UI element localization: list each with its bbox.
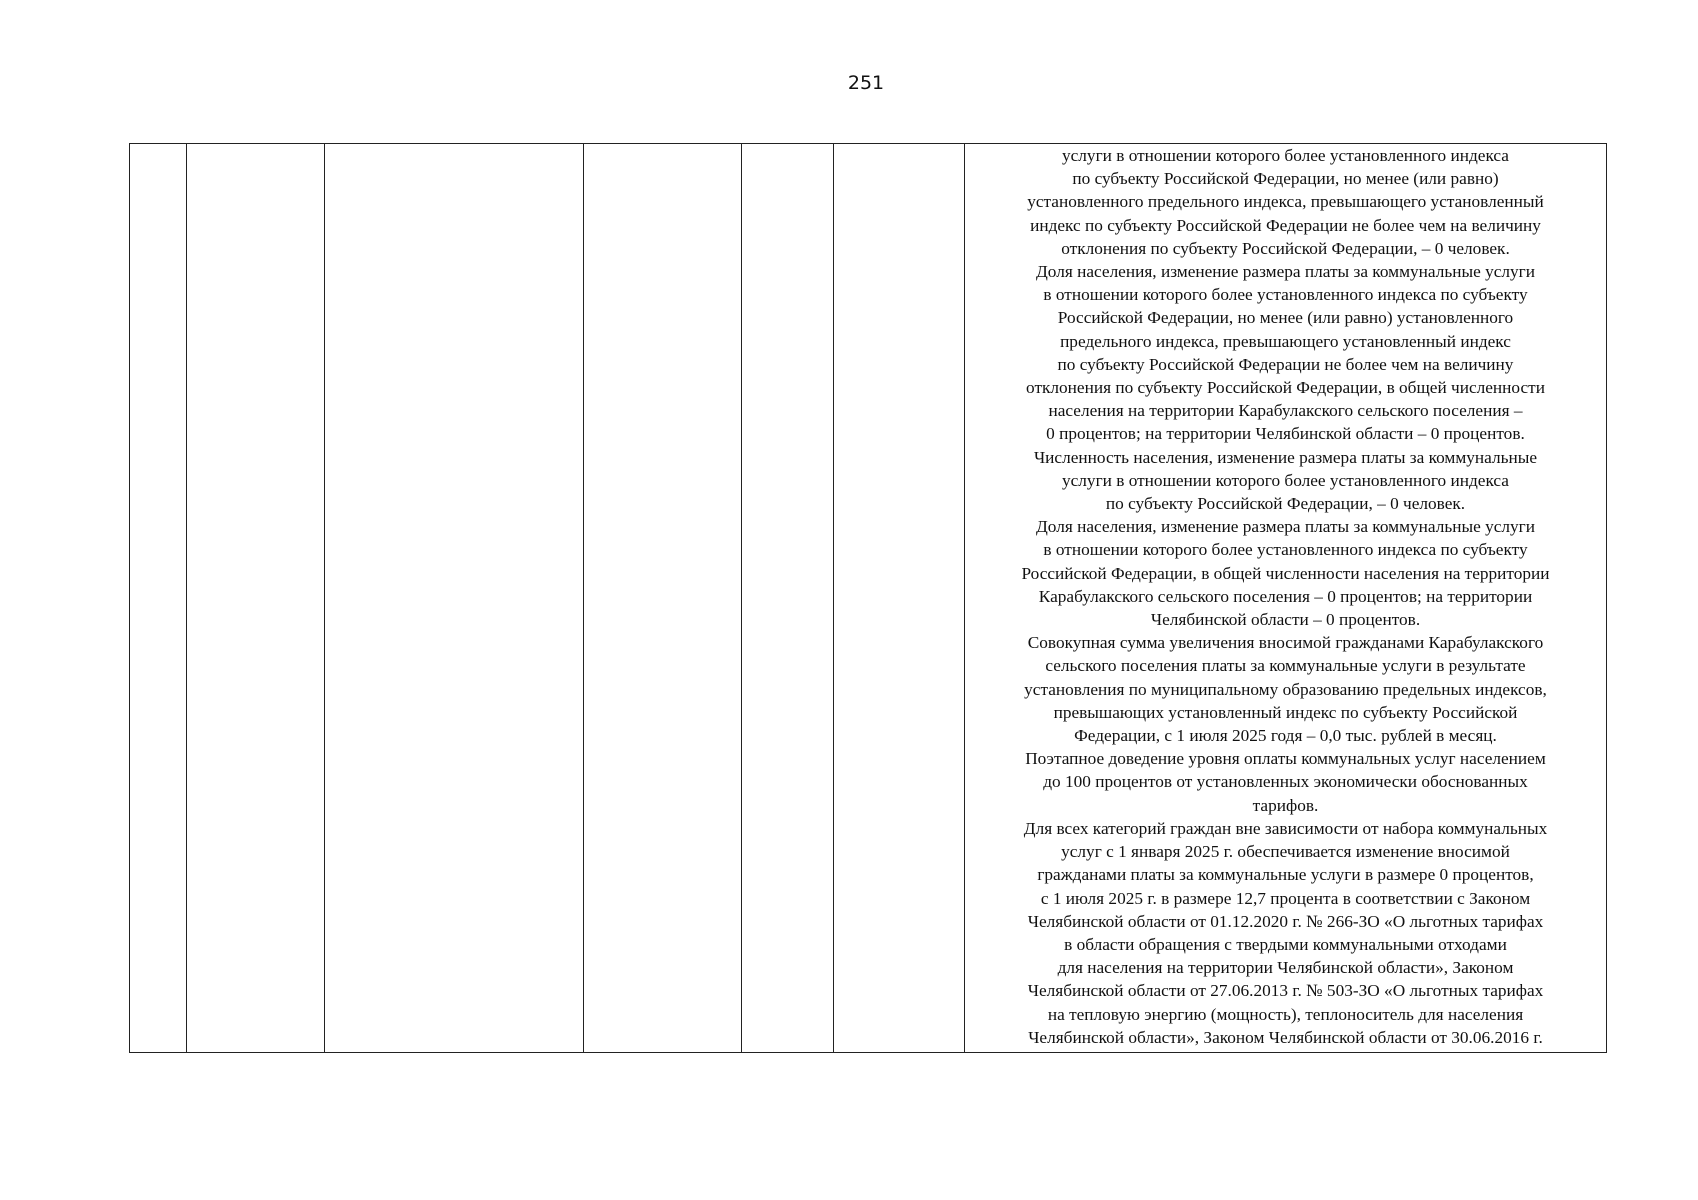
text-line: в отношении которого более установленного индекса по субъекту: [1043, 285, 1528, 305]
table-cell-col-3: [325, 144, 584, 1053]
text-line: в области обращения с твердыми коммунальными отходами: [1064, 934, 1507, 954]
text-line: для населения на территории Челябинской области», Законом: [1057, 958, 1514, 978]
text-line: по субъекту Российской Федерации, но менее (или равно): [1072, 169, 1499, 189]
text-line: Численность населения, изменение размера платы за коммунальные: [1033, 447, 1538, 467]
table-cell-col-6: [834, 144, 965, 1053]
text-line: Карабулакского сельского поселения – 0 процентов; на территории: [1038, 586, 1533, 606]
text-line: Российской Федерации, в общей численности населения на территории: [1021, 563, 1550, 583]
text-line: отклонения по субъекту Российской Федерации, – 0 человек.: [1061, 238, 1510, 258]
text-line: установления по муниципальному образованию предельных индексов,: [1024, 679, 1547, 699]
text-line: отклонения по субъекту Российской Федерации, в общей численности: [1026, 378, 1545, 398]
text-line: тарифов.: [1252, 795, 1319, 815]
document-table: [129, 143, 1607, 1053]
text-line: населения на территории Карабулакского сельского поселения –: [1048, 401, 1523, 421]
text-line: установленного предельного индекса, превышающего установленный: [1027, 192, 1544, 212]
text-line: индекс по субъекту Российской Федерации не более чем на величину: [1030, 215, 1541, 235]
text-line: Совокупная сумма увеличения вносимой гражданами Карабулакского: [1027, 633, 1544, 653]
text-line: по субъекту Российской Федерации не более чем на величину: [1057, 354, 1514, 374]
description-text: [965, 144, 1606, 1049]
text-line: услуги в отношении которого более установленного индекса: [1062, 470, 1509, 490]
text-line: превышающих установленный индекс по субъекту Российской: [1053, 702, 1518, 722]
table-cell-col-2: [187, 144, 325, 1053]
text-line: Челябинской области от 01.12.2020 г. № 266-ЗО «О льготных тарифах: [1027, 911, 1544, 931]
text-line: Для всех категорий граждан вне зависимости от набора коммунальных: [1023, 818, 1548, 838]
page-number: 251: [847, 72, 885, 94]
text-line: сельского поселения платы за коммунальные услуги в результате: [1045, 656, 1526, 676]
table-cell-col-4: [584, 144, 742, 1053]
text-line: услуги в отношении которого более установленного индекса: [1062, 146, 1509, 165]
text-line: Российской Федерации, но менее (или равно) установленного: [1057, 308, 1514, 328]
text-line: на тепловую энергию (мощность), теплоноситель для населения: [1047, 1004, 1524, 1024]
text-line: Доля населения, изменение размера платы за коммунальные услуги: [1036, 262, 1535, 282]
text-line: гражданами платы за коммунальные услуги в размере 0 процентов,: [1037, 865, 1534, 885]
text-line: Федерации, с 1 июля 2025 годя – 0,0 тыс. рублей в месяц.: [1074, 726, 1497, 746]
text-line: Челябинской области – 0 процентов.: [1150, 610, 1421, 630]
text-line: Челябинской области от 27.06.2013 г. № 503-ЗО «О льготных тарифах: [1027, 981, 1544, 1001]
text-line: услуг с 1 января 2025 г. обеспечивается изменение вносимой: [1061, 842, 1510, 862]
text-line: по субъекту Российской Федерации, – 0 человек.: [1105, 494, 1466, 514]
text-line: 0 процентов; на территории Челябинской области – 0 процентов.: [1046, 424, 1525, 444]
text-line: с 1 июля 2025 г. в размере 12,7 процента в соответствии с Законом: [1040, 888, 1531, 908]
table-cell-col-1: [130, 144, 187, 1053]
text-line: Челябинской области», Законом Челябинской области от 30.06.2016 г.: [1028, 1027, 1543, 1047]
table-row: [130, 144, 1607, 1053]
text-line: Доля населения, изменение размера платы за коммунальные услуги: [1036, 517, 1535, 537]
table-cell-col-5: [742, 144, 834, 1053]
text-line: в отношении которого более установленного индекса по субъекту: [1043, 540, 1528, 560]
text-line: Поэтапное доведение уровня оплаты коммунальных услуг населением: [1025, 749, 1546, 769]
text-line: предельного индекса, превышающего установленный индекс: [1060, 331, 1511, 351]
text-line: до 100 процентов от установленных экономически обоснованных: [1043, 772, 1528, 792]
table-cell-description: [965, 144, 1607, 1053]
